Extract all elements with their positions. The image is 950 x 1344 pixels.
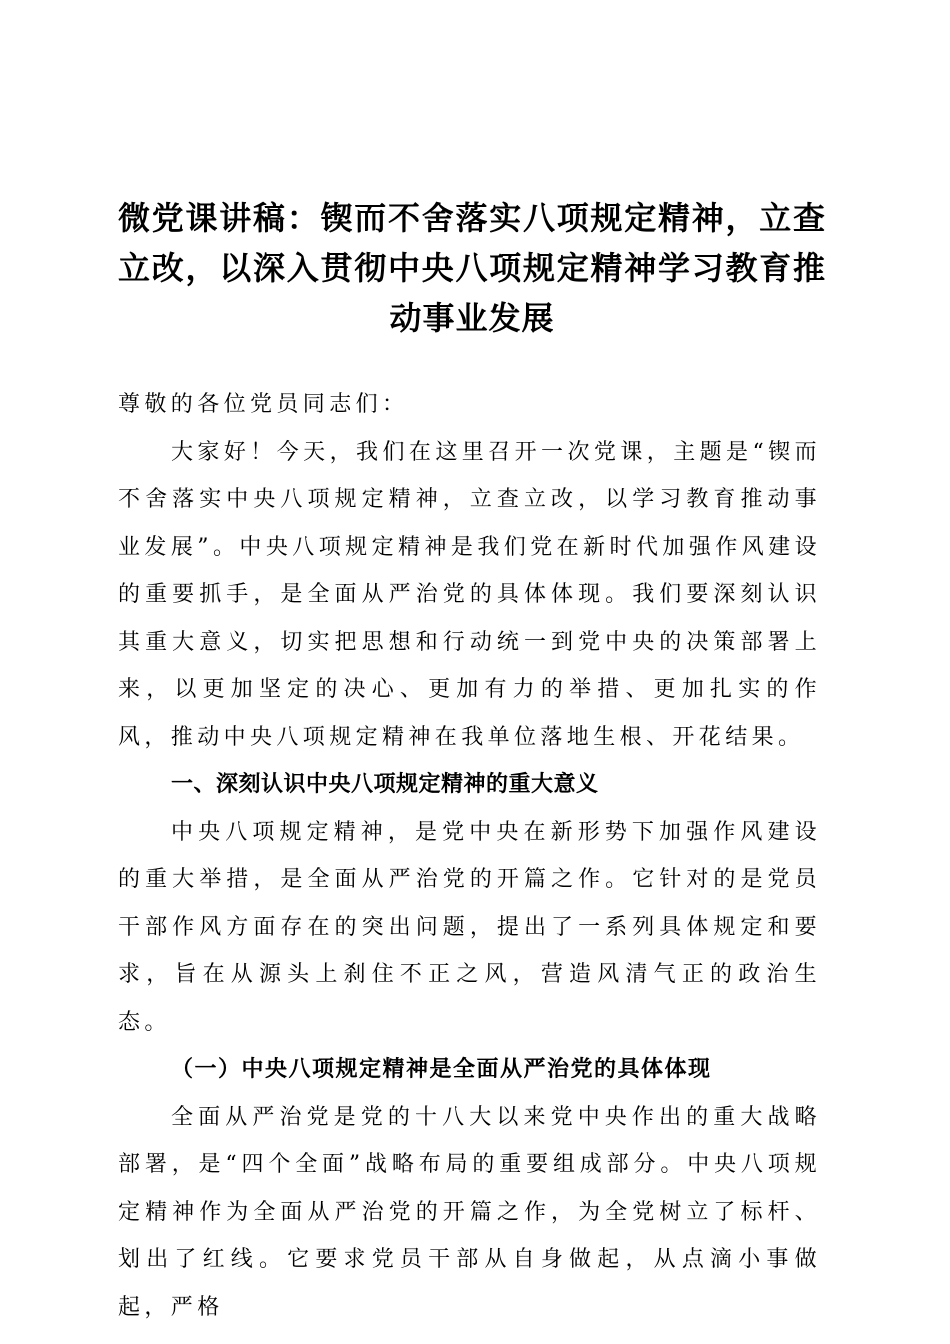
subsection-heading-1: （一）中央八项规定精神是全面从严治党的具体体现 (171, 1056, 712, 1082)
document-title: 微党课讲稿：锲而不舍落实八项规定精神，立查立改，以深入贯彻中央八项规定精神学习教育推动事业发展 (118, 199, 826, 337)
subsection-1-paragraph: 全面从严治党是党的十八大以来党中央作出的重大战略部署，是“四个全面”战略布局的重要组成部分。中央八项规定精神作为全面从严治党的开篇之作，为全党树立了标杆、划出了红线。它要求党员干部从自身做起，从点滴小事做起，严格 (118, 1104, 821, 1320)
intro-paragraph: 大家好！今天，我们在这里召开一次党课，主题是“锲而不舍落实中央八项规定精神，立查立改，以学习教育推动事业发展”。中央八项规定精神是我们党在新时代加强作风建设的重要抓手，是全面从严治党的具体体现。我们要深刻认识其重大意义，切实把思想和行动统一到党中央的决策部署上来，以更加坚定的决心、更加有力的举措、更加扎实的作风，推动中央八项规定精神在我单位落地生根、开花结果。 (118, 439, 821, 750)
document-body (118, 381, 821, 1331)
section-1-paragraph: 中央八项规定精神，是党中央在新形势下加强作风建设的重大举措，是全面从严治党的开篇之作。它针对的是党员干部作风方面存在的突出问题，提出了一系列具体规定和要求，旨在从源头上刹住不正之风，营造风清气正的政治生态。 (118, 819, 821, 1035)
salutation: 尊敬的各位党员同志们： (118, 392, 409, 417)
section-heading-1: 一、深刻认识中央八项规定精神的重大意义 (171, 772, 599, 797)
